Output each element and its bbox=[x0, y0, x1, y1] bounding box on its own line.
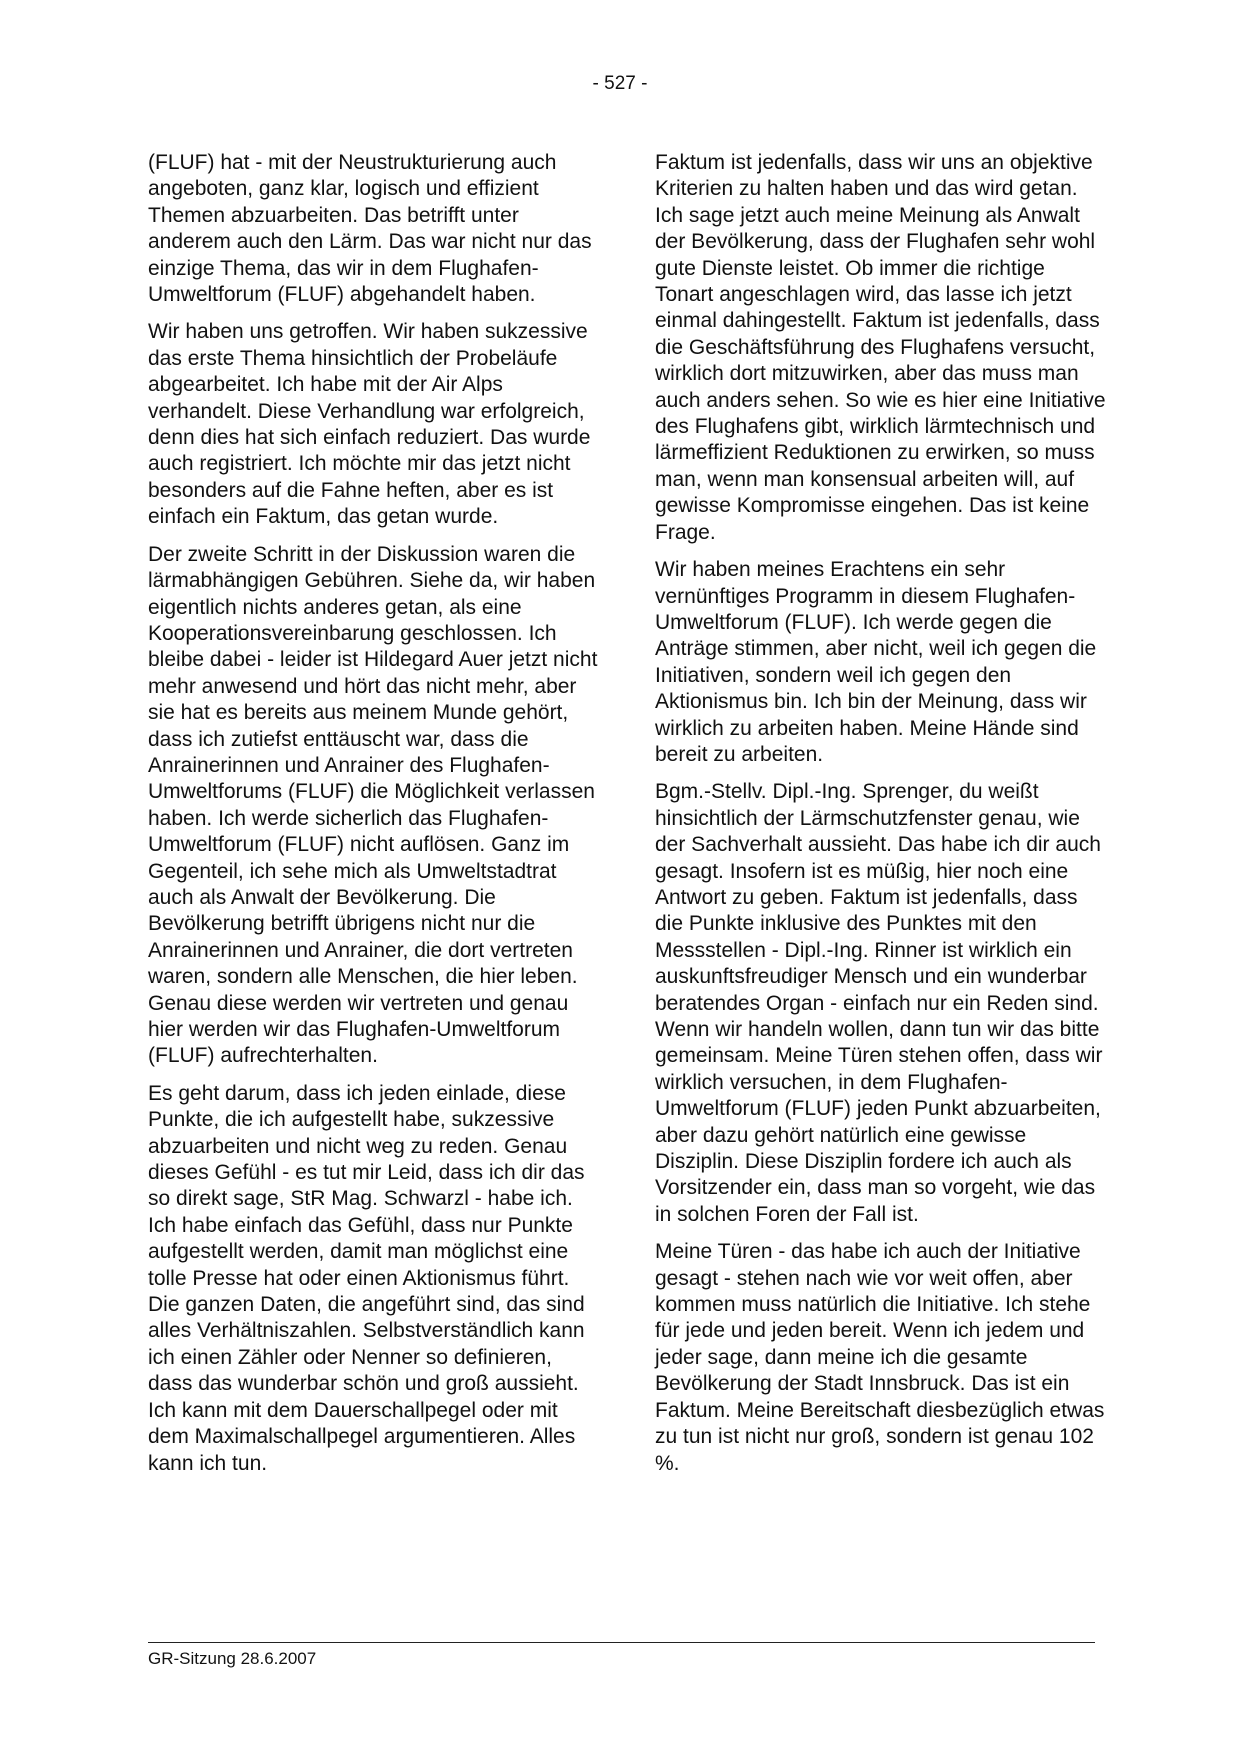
paragraph: Meine Türen - das habe ich auch der Initiative gesagt - stehen nach wie vor weit offen, aber kommen muss natürlich die Initiative. Ich stehe für jede und jeden bereit. Wenn ich jedem und jeder sage, dann meine ich die gesamte Bevölkerung der Stadt Innsbruck. Das ist ein Faktum. Meine Bereitschaft diesbezüglich etwas zu tun ist nicht nur groß, sondern ist genau 102 %. bbox=[655, 1240, 1105, 1475]
page-number: - 527 - bbox=[592, 73, 648, 94]
paragraph: Wir haben uns getroffen. Wir haben sukzessive das erste Thema hinsichtlich der Probeläufe abgearbeitet. Ich habe mit der Air Alps verhandelt. Diese Verhandlung war erfolgreich, denn dies hat sich einfach reduziert. Das wurde auch registriert. Ich möchte mir das jetzt nicht besonders auf die Fahne heften, aber es ist einfach ein Faktum, das getan wurde. bbox=[148, 320, 591, 529]
paragraph: Bgm.-Stellv. Dipl.-Ing. Sprenger, du weißt hinsichtlich der Lärmschutzfenster genau, wie der Sachverhalt aussieht. Das habe ich dir auch gesagt. Insofern ist es müßig, hier noch eine Antwort zu geben. Faktum ist jedenfalls, dass die Punkte inklusive des Punktes mit den Messstellen - Dipl.-Ing. Rinner ist wirklich ein auskunftsfreudiger Mensch und ein wunderbar beratendes Organ - einfach nur ein Reden sind. Wenn wir handeln wollen, dann tun wir das bitte gemeinsam. Meine Türen stehen offen, dass wir wirklich versuchen, in dem Flughafen-Umweltforum (FLUF) jeden Punkt abzuarbeiten, aber dazu gehört natürlich eine gewisse Disziplin. Diese Disziplin fordere ich auch als Vorsitzender ein, dass man so vorgeht, wie das in solchen Foren der Fall ist. bbox=[655, 780, 1103, 1226]
footer-session-date: GR-Sitzung 28.6.2007 bbox=[148, 1649, 317, 1668]
paragraph: Faktum ist jedenfalls, dass wir uns an objektive Kriterien zu halten haben und das wird getan. Ich sage jetzt auch meine Meinung als Anwalt der Bevölkerung, dass der Flughafen sehr wohl gute Dienste leistet. Ob immer die richtige Tonart angeschlagen wird, das lasse ich jetzt einmal dahingestellt. Faktum ist jedenfalls, dass die Geschäftsführung des Flughafens versucht, wirklich dort mitzuwirken, aber das muss man auch anders sehen. So wie es hier eine Initiative des Flughafens gibt, wirklich lärmtechnisch und lärmeffizient Reduktionen zu erwirken, so muss man, wenn man konsensual arbeiten will, auf gewisse Kompromisse eingehen. Das ist keine Frage. bbox=[655, 151, 1106, 544]
left-column bbox=[148, 150, 600, 1488]
right-column bbox=[655, 150, 1107, 1488]
paragraph: Der zweite Schritt in der Diskussion waren die lärmabhängigen Gebühren. Siehe da, wir haben eigentlich nichts anderes getan, als eine Kooperationsvereinbarung geschlossen. Ich bleibe dabei - leider ist Hildegard Auer jetzt nicht mehr anwesend und hört das nicht mehr, aber sie hat es bereits aus meinem Munde gehört, dass ich zutiefst enttäuscht war, dass die Anrainerinnen und Anrainer des Flughafen-Umweltforums (FLUF) die Möglichkeit verlassen haben. Ich werde sicherlich das Flughafen-Umweltforum (FLUF) nicht auflösen. Ganz im Gegenteil, ich sehe mich als Umweltstadtrat auch als Anwalt der Bevölkerung. Die Bevölkerung betrifft übrigens nicht nur die Anrainerinnen und Anrainer, die dort vertreten waren, sondern alle Menschen, die hier leben. Genau diese werden wir vertreten und genau hier werden wir das Flughafen-Umweltforum (FLUF) aufrechterhalten. bbox=[148, 542, 598, 1068]
paragraph: (FLUF) hat - mit der Neustrukturierung auch angeboten, ganz klar, logisch und effizient Themen abzuarbeiten. Das betrifft unter anderem auch den Lärm. Das war nicht nur das einzige Thema, das wir in dem Flughafen-Umweltforum (FLUF) abgehandelt haben. bbox=[148, 151, 592, 307]
footer-divider bbox=[148, 1642, 1095, 1643]
paragraph: Es geht darum, dass ich jeden einlade, diese Punkte, die ich aufgestellt habe, sukzessive abzuarbeiten und nicht weg zu reden. Genau dieses Gefühl - es tut mir Leid, dass ich dir das so direkt sage, StR Mag. Schwarzl - habe ich. Ich habe einfach das Gefühl, dass nur Punkte aufgestellt werden, damit man möglichst eine tolle Presse hat oder einen Aktionismus führt. Die ganzen Daten, die angeführt sind, das sind alles Verhältniszahlen. Selbstverständlich kann ich einen Zähler oder Nenner so definieren, dass das wunderbar schön und groß aussieht. Ich kann mit dem Dauerschallpegel oder mit dem Maximalschallpegel argumentieren. Alles kann ich tun. bbox=[148, 1081, 585, 1475]
paragraph: Wir haben meines Erachtens ein sehr vernünftiges Programm in diesem Flughafen-Umweltforum (FLUF). Ich werde gegen die Anträge stimmen, aber nicht, weil ich gegen die Initiativen, sondern weil ich gegen den Aktionismus bin. Ich bin der Meinung, dass wir wirklich zu arbeiten haben. Meine Hände sind bereit zu arbeiten. bbox=[655, 558, 1097, 766]
